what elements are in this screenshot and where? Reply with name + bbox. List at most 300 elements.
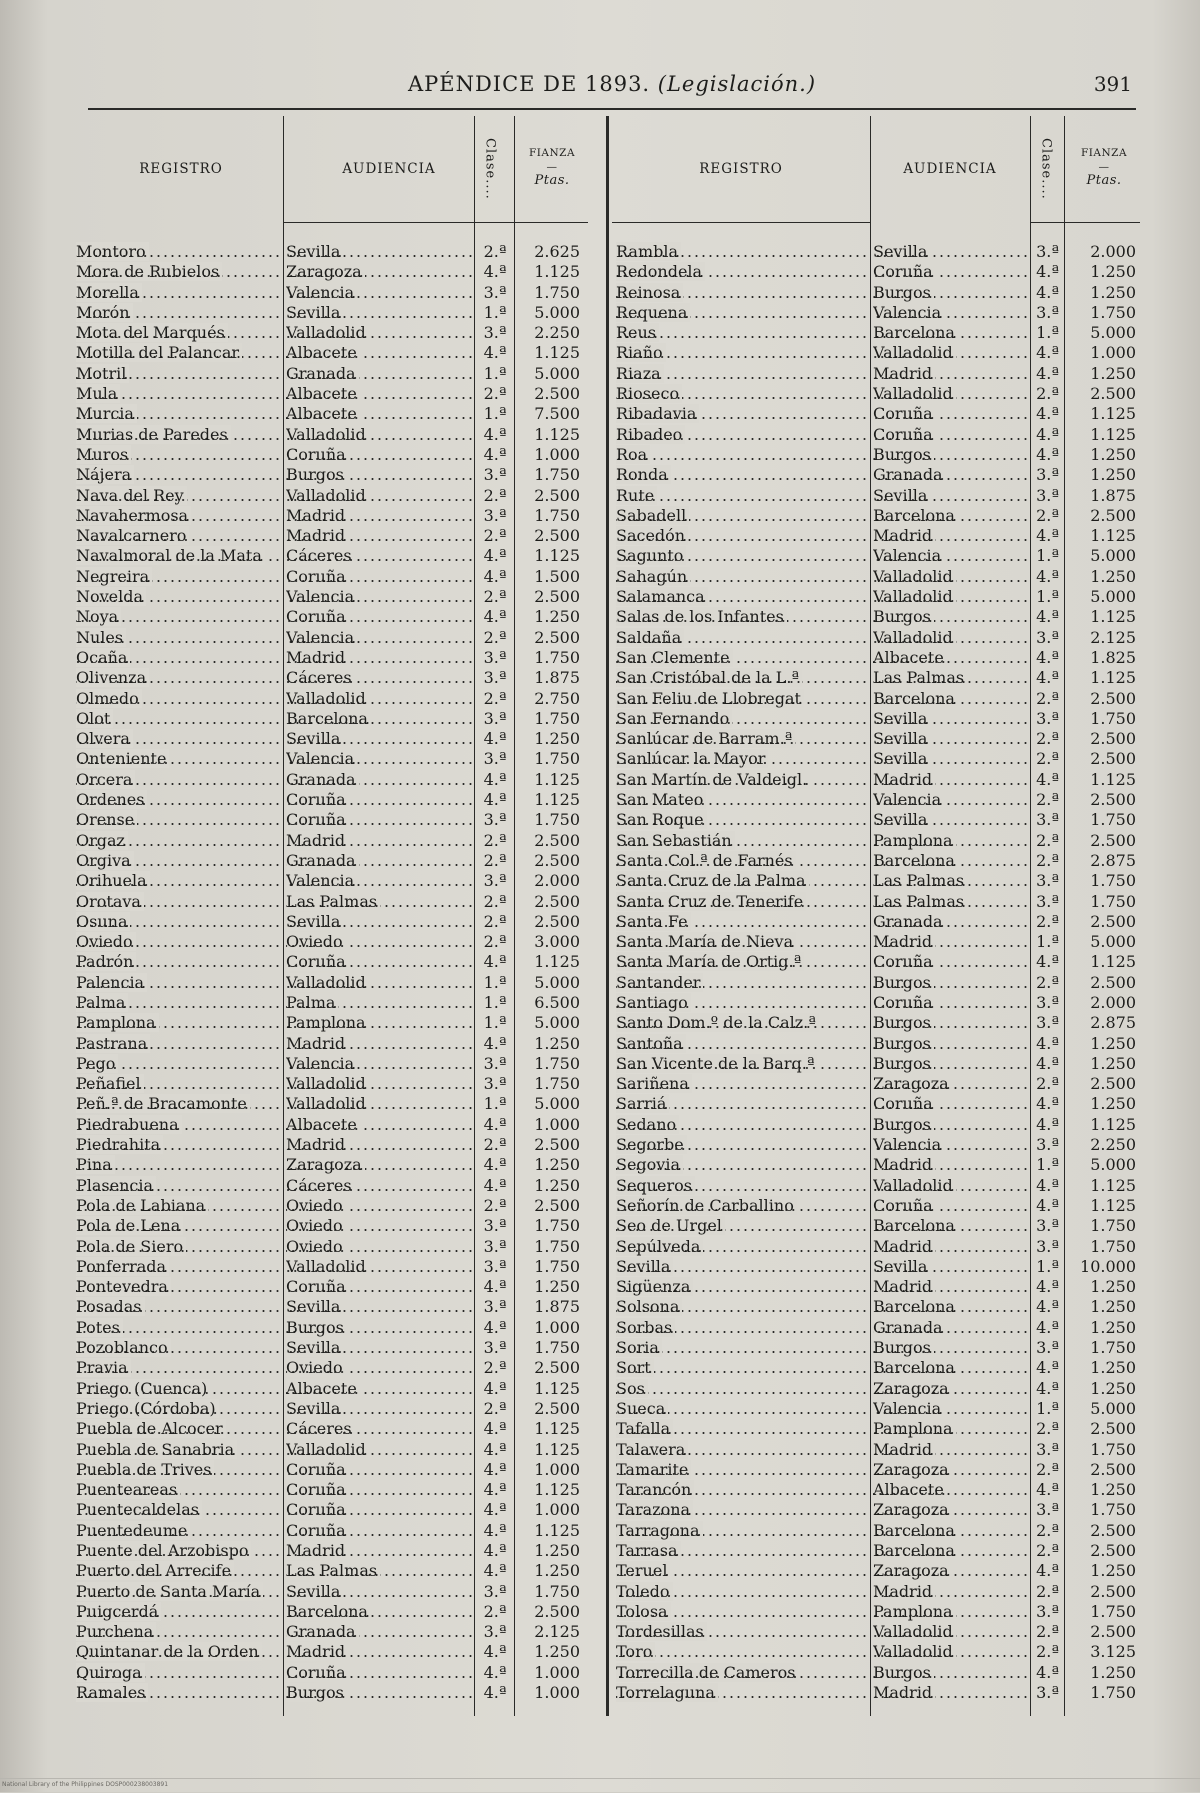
audiencia-header: AUDIENCIA xyxy=(903,161,997,177)
registro-cell xyxy=(616,425,868,445)
cell-text: Coruña xyxy=(286,1663,349,1682)
fianza-cell: 1.125 xyxy=(1090,404,1136,424)
table-row xyxy=(76,1663,588,1683)
fianza-cell: 2.125 xyxy=(1090,627,1136,647)
center-divider xyxy=(606,116,609,1716)
cell-text: Valencia xyxy=(873,1399,944,1418)
cell-text: Puentedeume xyxy=(76,1521,190,1540)
audiencia-cell xyxy=(286,1277,474,1297)
registro-cell xyxy=(616,1622,868,1642)
cell-text: Sevilla xyxy=(873,709,930,728)
registro-cell xyxy=(616,262,868,282)
clase-cell: 1.ª xyxy=(1036,587,1059,607)
registro-cell xyxy=(76,1115,281,1135)
table-row xyxy=(76,425,588,445)
fianza-cell: 1.250 xyxy=(1090,1053,1136,1073)
table-row xyxy=(76,1582,588,1602)
cell-text: Coruña xyxy=(873,993,936,1012)
left-rows xyxy=(76,242,588,1703)
cell-text: Coruña xyxy=(873,425,936,444)
clase-cell: 4.ª xyxy=(483,1683,507,1703)
clase-cell: 2.ª xyxy=(1036,911,1059,931)
table-row xyxy=(76,1521,588,1541)
table-row xyxy=(76,1440,588,1460)
audiencia-cell xyxy=(286,810,474,830)
fianza-cell: 1.125 xyxy=(1090,526,1136,546)
table-row xyxy=(76,526,588,546)
clase-cell: 1.ª xyxy=(483,992,507,1012)
registro-cell xyxy=(616,1297,868,1317)
cell-text: Palma xyxy=(76,993,128,1012)
registro-cell xyxy=(76,1642,281,1662)
audiencia-cell xyxy=(873,283,1029,303)
clase-cell: 4.ª xyxy=(483,1520,507,1540)
cell-text: Oviedo xyxy=(286,1237,346,1256)
cell-text: Valencia xyxy=(873,790,944,809)
cell-text: Sahagún xyxy=(616,567,690,586)
cell-text: Zaragoza xyxy=(873,1460,952,1479)
clase-cell: 3.ª xyxy=(483,668,507,688)
clase-cell: 4.ª xyxy=(483,1642,507,1662)
cell-text: Mula xyxy=(76,384,120,403)
audiencia-cell xyxy=(286,1683,474,1703)
registro-cell xyxy=(616,1521,868,1541)
registro-cell xyxy=(616,770,868,790)
audiencia-cell xyxy=(873,526,1029,546)
fianza-cell: 1.250 xyxy=(1090,566,1136,586)
cell-text: Padrón xyxy=(76,952,136,971)
audiencia-cell xyxy=(873,1500,1029,1520)
fianza-cell: 2.500 xyxy=(1090,505,1136,525)
audiencia-cell xyxy=(873,546,1029,566)
registro-cell xyxy=(76,465,281,485)
audiencia-cell xyxy=(286,384,474,404)
audiencia-cell xyxy=(873,1013,1029,1033)
audiencia-cell xyxy=(286,262,474,282)
table-row xyxy=(76,1683,588,1703)
clase-cell: 4.ª xyxy=(483,1662,507,1682)
table-row xyxy=(612,1034,1140,1054)
table-row xyxy=(76,506,588,526)
audiencia-cell xyxy=(873,1379,1029,1399)
fianza-cell: 2.500 xyxy=(534,627,580,647)
clase-cell: 3.ª xyxy=(483,647,507,667)
registro-cell xyxy=(76,1318,281,1338)
fianza-cell: 1.750 xyxy=(534,1053,580,1073)
cell-text: Santa Cruz de Tenerife xyxy=(616,892,806,911)
cell-text: Valladolid xyxy=(873,1176,956,1195)
clase-cell: 3.ª xyxy=(483,1074,507,1094)
registro-cell xyxy=(616,1460,868,1480)
fianza-cell: 5.000 xyxy=(534,363,580,383)
clase-cell: 4.ª xyxy=(483,546,507,566)
clase-cell: 2.ª xyxy=(1036,384,1059,404)
cell-text: Coruña xyxy=(286,445,349,464)
audiencia-cell xyxy=(873,993,1029,1013)
clase-cell: 2.ª xyxy=(1036,1419,1059,1439)
fianza-cell: 1.750 xyxy=(534,1338,580,1358)
clase-cell: 3.ª xyxy=(483,1622,507,1642)
cell-text: Barcelona xyxy=(873,1358,958,1377)
table-row xyxy=(612,1196,1140,1216)
fianza-cell: 2.875 xyxy=(1090,850,1136,870)
cell-text: Valladolid xyxy=(873,343,956,362)
audiencia-cell xyxy=(873,892,1029,912)
cell-text: Pina xyxy=(76,1155,115,1174)
table-row xyxy=(612,973,1140,993)
cell-text: San Fernando xyxy=(616,709,732,728)
audiencia-cell xyxy=(286,1034,474,1054)
cell-text: Orense xyxy=(76,810,137,829)
cell-text: Valladolid xyxy=(286,1074,369,1093)
cell-text: Barcelona xyxy=(873,1297,958,1316)
audiencia-cell xyxy=(873,1480,1029,1500)
table-row xyxy=(612,831,1140,851)
cell-text: Señorín de Carballino xyxy=(616,1196,797,1215)
clase-cell: 4.ª xyxy=(1036,444,1059,464)
fianza-cell: 2.500 xyxy=(1090,1074,1136,1094)
audiencia-cell xyxy=(286,1176,474,1196)
audiencia-cell xyxy=(873,1399,1029,1419)
clase-cell: 2.ª xyxy=(483,830,507,850)
fianza-cell: 2.500 xyxy=(1090,688,1136,708)
registro-cell xyxy=(76,770,281,790)
clase-cell: 4.ª xyxy=(1036,424,1059,444)
fianza-cell: 2.500 xyxy=(534,485,580,505)
registro-cell xyxy=(76,1500,281,1520)
clase-cell: 4.ª xyxy=(1036,769,1059,789)
fianza-cell: 1.250 xyxy=(1090,363,1136,383)
clase-cell: 3.ª xyxy=(1036,871,1059,891)
cell-text: Santander xyxy=(616,973,703,992)
cell-text: Pozoblanco xyxy=(76,1338,171,1357)
registro-cell xyxy=(616,587,868,607)
cell-text: Coruña xyxy=(286,607,349,626)
audiencia-cell xyxy=(873,851,1029,871)
table-row xyxy=(612,343,1140,363)
cell-text: Navalcarnero xyxy=(76,526,189,545)
cell-text: Mota del Marqués xyxy=(76,323,228,342)
header-rule xyxy=(88,108,1136,110)
table-row xyxy=(612,445,1140,465)
cell-text: Potes xyxy=(76,1318,123,1337)
cell-text: Coruña xyxy=(286,1460,349,1479)
cell-text: Burgos xyxy=(873,1663,934,1682)
cell-text: Valladolid xyxy=(286,689,369,708)
fianza-cell: 2.000 xyxy=(1090,242,1136,261)
cell-text: Quintanar de la Orden xyxy=(76,1642,262,1661)
fianza-cell: 1.250 xyxy=(534,1642,580,1662)
fianza-cell: 3.000 xyxy=(534,932,580,952)
fianza-cell: 1.750 xyxy=(1090,891,1136,911)
cell-text: Seo de Urgel xyxy=(616,1216,725,1235)
cell-text: Granada xyxy=(286,364,359,383)
audiencia-cell xyxy=(873,790,1029,810)
clase-cell: 4.ª xyxy=(483,1175,507,1195)
audiencia-cell xyxy=(286,425,474,445)
audiencia-cell xyxy=(873,628,1029,648)
table-row xyxy=(76,303,588,323)
table-row xyxy=(76,1196,588,1216)
registro-cell xyxy=(76,1561,281,1581)
cell-text: Coruña xyxy=(873,404,936,423)
fianza-cell: 1.750 xyxy=(534,1074,580,1094)
clase-cell: 3.ª xyxy=(1036,1135,1059,1155)
audiencia-cell xyxy=(873,1237,1029,1257)
table-row xyxy=(612,1176,1140,1196)
clase-cell: 3.ª xyxy=(483,1236,507,1256)
registro-cell xyxy=(76,1196,281,1216)
cell-text: Coruña xyxy=(286,1500,349,1519)
fianza-cell: 2.500 xyxy=(1090,972,1136,992)
cell-text: Valencia xyxy=(286,1054,357,1073)
table-row xyxy=(76,587,588,607)
clase-cell: 3.ª xyxy=(1036,1439,1059,1459)
table-row xyxy=(612,1257,1140,1277)
clase-cell: 4.ª xyxy=(1036,343,1059,363)
clase-cell: 4.ª xyxy=(1036,1378,1059,1398)
fianza-cell: 2.500 xyxy=(534,891,580,911)
clase-cell: 3.ª xyxy=(1036,1338,1059,1358)
cell-text: Nájera xyxy=(76,465,134,484)
cell-text: Santa Fe xyxy=(616,912,691,931)
audiencia-cell xyxy=(286,404,474,424)
cell-text: Riaño xyxy=(616,343,666,362)
cell-text: Sanlúcar de Barram.ª xyxy=(616,729,795,748)
registro-cell xyxy=(616,912,868,932)
cell-text: Valladolid xyxy=(873,587,956,606)
cell-text: Sort xyxy=(616,1358,654,1377)
fianza-cell: 1.250 xyxy=(1090,465,1136,485)
table-row xyxy=(76,831,588,851)
fianza-cell: 2.250 xyxy=(534,323,580,343)
audiencia-cell xyxy=(286,973,474,993)
cell-text: Burgos xyxy=(286,465,347,484)
cell-text: Barcelona xyxy=(873,323,958,342)
clase-cell: 3.ª xyxy=(1036,891,1059,911)
cell-text: Ribadeo xyxy=(616,425,685,444)
audiencia-cell xyxy=(873,607,1029,627)
table-row xyxy=(612,1379,1140,1399)
clase-cell: 3.ª xyxy=(1036,485,1059,505)
audiencia-cell xyxy=(873,262,1029,282)
registro-cell xyxy=(76,404,281,424)
audiencia-cell xyxy=(286,1155,474,1175)
audiencia-cell xyxy=(286,790,474,810)
cell-text: Oviedo xyxy=(286,1358,346,1377)
registro-header: REGISTRO xyxy=(139,161,223,177)
registro-cell xyxy=(76,790,281,810)
table-row xyxy=(612,465,1140,485)
clase-cell: 4.ª xyxy=(1036,647,1059,667)
fianza-cell: 1.125 xyxy=(534,1439,580,1459)
table-row xyxy=(612,1135,1140,1155)
cell-text: Madrid xyxy=(873,1582,935,1601)
fianza-cell: 5.000 xyxy=(1090,546,1136,566)
table-row xyxy=(612,1297,1140,1317)
clase-cell: 3.ª xyxy=(1036,1236,1059,1256)
fianza-cell: 2.500 xyxy=(534,1398,580,1418)
cell-text: Sedano xyxy=(616,1115,679,1134)
cell-text: Morella xyxy=(76,283,142,302)
right-table xyxy=(612,116,1140,1716)
clase-cell: 4.ª xyxy=(483,1378,507,1398)
clase-cell: 2.ª xyxy=(1036,972,1059,992)
audiencia-cell xyxy=(286,546,474,566)
cell-text: Sevilla xyxy=(286,303,343,322)
table-row xyxy=(612,729,1140,749)
audiencia-cell xyxy=(286,831,474,851)
clase-cell: 4.ª xyxy=(483,1317,507,1337)
table-row xyxy=(76,1155,588,1175)
registro-cell xyxy=(76,486,281,506)
registro-cell xyxy=(76,1135,281,1155)
table-row xyxy=(76,445,588,465)
cell-text: Zaragoza xyxy=(286,1155,365,1174)
fianza-cell: 1.250 xyxy=(534,1155,580,1175)
audiencia-cell xyxy=(873,1196,1029,1216)
audiencia-cell xyxy=(873,912,1029,932)
clase-cell: 3.ª xyxy=(483,810,507,830)
registro-cell xyxy=(76,1440,281,1460)
cell-text: Nules xyxy=(76,628,126,647)
table-row xyxy=(76,607,588,627)
registro-cell xyxy=(616,1663,868,1683)
audiencia-header: AUDIENCIA xyxy=(342,161,436,177)
cell-text: Pravia xyxy=(76,1358,131,1377)
registro-cell xyxy=(616,871,868,891)
cell-text: Posadas xyxy=(76,1297,145,1316)
clase-cell: 4.ª xyxy=(483,1459,507,1479)
cell-text: Reinosa xyxy=(616,283,683,302)
clase-cell: 3.ª xyxy=(483,749,507,769)
cell-text: Albacete xyxy=(873,1480,947,1499)
cell-text: Oviedo xyxy=(286,1216,346,1235)
fianza-cell: 1.500 xyxy=(534,566,580,586)
cell-text: Santa Col.ª de Farnés xyxy=(616,851,796,870)
table-row xyxy=(76,1642,588,1662)
audiencia-cell xyxy=(286,1297,474,1317)
table-row xyxy=(76,1358,588,1378)
cell-text: Santo Dom.º de la Calz.ª xyxy=(616,1013,819,1032)
registro-cell xyxy=(616,1277,868,1297)
cell-text: Valencia xyxy=(873,303,944,322)
cell-text: Sigüenza xyxy=(616,1277,693,1296)
fianza-cell: 1.125 xyxy=(534,424,580,444)
clase-cell: 2.ª xyxy=(1036,1622,1059,1642)
audiencia-cell xyxy=(286,1318,474,1338)
registro-cell xyxy=(616,465,868,485)
fianza-cell: 2.500 xyxy=(1090,1520,1136,1540)
table-row xyxy=(76,1318,588,1338)
cell-text: Madrid xyxy=(286,648,348,667)
fianza-cell: 2.500 xyxy=(534,911,580,931)
fianza-cell: 1.000 xyxy=(534,1459,580,1479)
audiencia-cell xyxy=(286,1216,474,1236)
registro-cell xyxy=(616,526,868,546)
cell-text: Sevilla xyxy=(873,810,930,829)
fianza-cell: 1.750 xyxy=(1090,810,1136,830)
fianza-cell: 1.000 xyxy=(534,444,580,464)
fianza-cell: 1.125 xyxy=(534,1480,580,1500)
registro-cell xyxy=(76,1297,281,1317)
table-row xyxy=(76,242,588,262)
cell-text: Orcera xyxy=(76,770,135,789)
clase-cell: 2.ª xyxy=(1036,1581,1059,1601)
registro-cell xyxy=(76,1419,281,1439)
clase-cell: 4.ª xyxy=(1036,1297,1059,1317)
cell-text: Sevilla xyxy=(286,1297,343,1316)
cell-text: Granada xyxy=(873,465,946,484)
table-row xyxy=(612,1440,1140,1460)
cell-text: Negreira xyxy=(76,567,152,586)
table-row xyxy=(76,1399,588,1419)
table-row xyxy=(76,323,588,343)
clase-cell: 4.ª xyxy=(483,1277,507,1297)
cell-text: Coruña xyxy=(286,1277,349,1296)
audiencia-cell xyxy=(873,303,1029,323)
registro-cell xyxy=(616,283,868,303)
cell-text: Valladolid xyxy=(873,1622,956,1641)
audiencia-cell xyxy=(873,1176,1029,1196)
audiencia-cell xyxy=(286,1561,474,1581)
clase-cell: 4.ª xyxy=(483,444,507,464)
fianza-cell: 2.000 xyxy=(1090,992,1136,1012)
clase-cell: 2.ª xyxy=(1036,688,1059,708)
audiencia-cell xyxy=(286,587,474,607)
audiencia-cell xyxy=(286,283,474,303)
clase-cell: 1.ª xyxy=(483,1013,507,1033)
fianza-cell: 2.500 xyxy=(1090,1541,1136,1560)
table-row xyxy=(76,689,588,709)
audiencia-cell xyxy=(286,871,474,891)
audiencia-cell xyxy=(873,445,1029,465)
registro-cell xyxy=(616,729,868,749)
fianza-cell: 1.250 xyxy=(1090,1662,1136,1682)
clase-cell: 4.ª xyxy=(483,262,507,282)
fianza-cell: 1.250 xyxy=(1090,1277,1136,1297)
fianza-cell: 5.000 xyxy=(1090,1155,1136,1175)
cell-text: Palencia xyxy=(76,973,147,992)
clase-cell: 3.ª xyxy=(483,505,507,525)
registro-cell xyxy=(616,607,868,627)
registro-cell xyxy=(76,425,281,445)
cell-text: Soria xyxy=(616,1338,662,1357)
table-row xyxy=(612,262,1140,282)
registro-cell xyxy=(616,810,868,830)
registro-cell xyxy=(76,1277,281,1297)
clase-cell: 2.ª xyxy=(483,526,507,546)
fianza-cell: 1.125 xyxy=(1090,668,1136,688)
table-row xyxy=(76,709,588,729)
audiencia-cell xyxy=(873,1602,1029,1622)
table-row xyxy=(612,567,1140,587)
registro-cell xyxy=(616,1683,868,1703)
table-row xyxy=(612,1622,1140,1642)
fianza-header: FIANZA — Ptas. xyxy=(528,147,576,188)
clase-cell: 4.ª xyxy=(483,607,507,627)
audiencia-cell xyxy=(873,729,1029,749)
cell-text: Talavera xyxy=(616,1440,688,1459)
audiencia-cell xyxy=(286,749,474,769)
registro-cell xyxy=(76,323,281,343)
cell-text: Madrid xyxy=(286,506,348,525)
table-row xyxy=(612,1541,1140,1561)
cell-text: Valladolid xyxy=(286,1440,369,1459)
cell-text: Pamplona xyxy=(286,1013,369,1032)
table-row xyxy=(76,1074,588,1094)
cell-text: Priego (Cuenca) xyxy=(76,1379,210,1398)
